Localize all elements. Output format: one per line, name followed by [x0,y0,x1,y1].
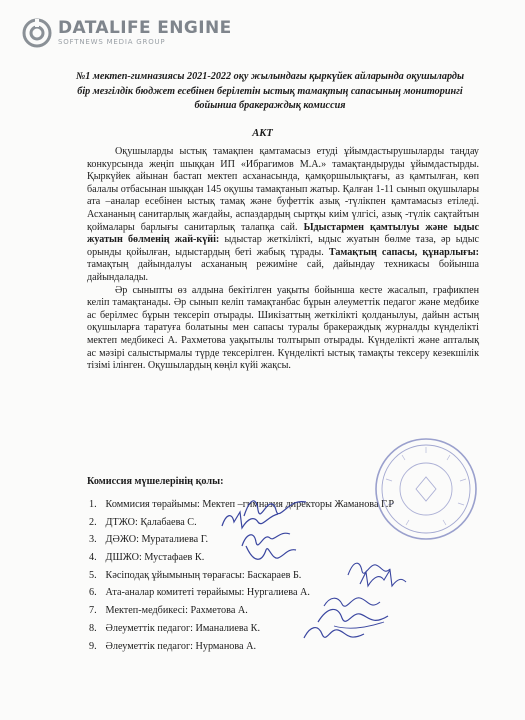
member-number: 3. [89,534,97,546]
member-number: 5. [89,569,97,581]
food-quality-text: тамақтың дайындалуы асхананың режиміне сай, дайындау техникасы бойынша дайындалады. [87,259,479,283]
signature-social-pedagogue-2-icon [300,620,370,650]
member-number: 8. [89,622,97,634]
member-text: Мектеп-медбикесі: Рахметова А. [105,605,248,617]
member-text: Кәсіподақ ұйымының төрағасы: Баскараев Б. [105,569,302,581]
signature-dshzho-icon [242,538,300,566]
datalife-logo-icon [22,18,52,48]
member-text: Ата-аналар комитеті төрайымы: Нургалиева А. [105,587,310,599]
watermark-logo [22,18,232,48]
watermark-title: DATALIFE ENGINE [58,18,232,38]
member-number: 1. [89,499,97,510]
member-text: ДӘЖО: Мураталиева Г. [105,534,208,546]
member-number: 9. [89,640,97,652]
document-heading: №1 мектеп-гимназиясы 2021-2022 оқу жылындағы қыркүйек айларында оқушыларды бір мезгілдік бюджет есебінен берілетін ыстық тамақтың сапасының мониторингі бойынша бракераждық комиссия [75,71,465,111]
member-text: Әлеуметтік педагог: Иманалиева К. [105,622,260,634]
member-text: ДТЖО: Қалабаева С. [105,516,197,528]
food-quality-heading: Тамақтың сапасы, құнарлығы: [328,246,479,258]
member-text: Коммисия төрайымы: Мектеп –гимназия директоры Жаманова Г.Р [105,499,394,510]
watermark-subtitle: SOFTNEWS MEDIA GROUP [58,38,166,46]
signature-parents-icon [356,566,410,592]
document-body [87,146,479,373]
commission-title: Комиссия мүшелерінің қолы: [87,476,224,487]
paragraph-1 [87,146,479,285]
member-number: 2. [89,516,97,528]
member-text: ДШЖО: Мустафаев К. [105,552,205,564]
paragraph-1-text: Оқушыларды ыстық тамақпен қамтамасыз етуді ұйымдастырушыларды таңдау конкурсында жеңіп шыққан ИП «Ибрагимов М.А.» тамақтандыруды ұйымдастырды. Қыркүйек айынан бастап мектеп асханасында, қамқоршылықтағы, аз қамтылған, көп балалы отбасынан шыққан 145 оқушы тамақтанып жатыр. Қалған 1-11 сынып оқушылары ата –аналар есебінен ыстық тамақ және буфеттік азық -түлікпен қамтамасыз етіледі. Асхананың санитарлық жағдайы, аспаздардың сыртқы киім үлгісі, азық -түлік сақтайтын қоймалары барлығы санитарлық талапқа сай. [87,146,479,233]
member-text: Әлеуметтік педагог: Нурманова А. [105,640,257,652]
act-title: АКТ [252,128,273,139]
paragraph-2: Әр сыныпты өз алдына бекітілген уақыты бойынша кесте жасалып, графикпен келіп тамақтанады. Әр сынып келіп тамақтанбас бұрын әлеуметтік педагог және медбике ас берілмес бұрын тексеріп отырады. Шикізаттың жеткілікті қолданылуы, дайын астың оқушыларға таратуға болатыны мен сапасы туралы бракераждық журналды күнделікті мектеп медбикесі А. Рахметова уақытылы толтырып отырады. Күнделікті және апталық ас мәзірі салыстырмалы түрде тексерілген. Күнделікті ыстық тамақты тексеру кезекшілік тізімі ілінген. Оқушылардың көңіл күйі жақсы. [87,284,479,372]
member-number: 6. [89,587,97,599]
dishes-text: ыдыстар жеткілікті, ыдыс жуатын бөлме таза, әр ыдыс орынды қойылған, ыдыстардың беті жабық тұрады. [87,234,480,258]
member-number: 7. [89,605,97,617]
member-number: 4. [89,552,97,564]
dishes-heading: Ыдыстармен қамтылуы және ыдыс жуатын бөлменің жай-күйі: [87,221,480,246]
official-stamp-icon [372,435,480,543]
